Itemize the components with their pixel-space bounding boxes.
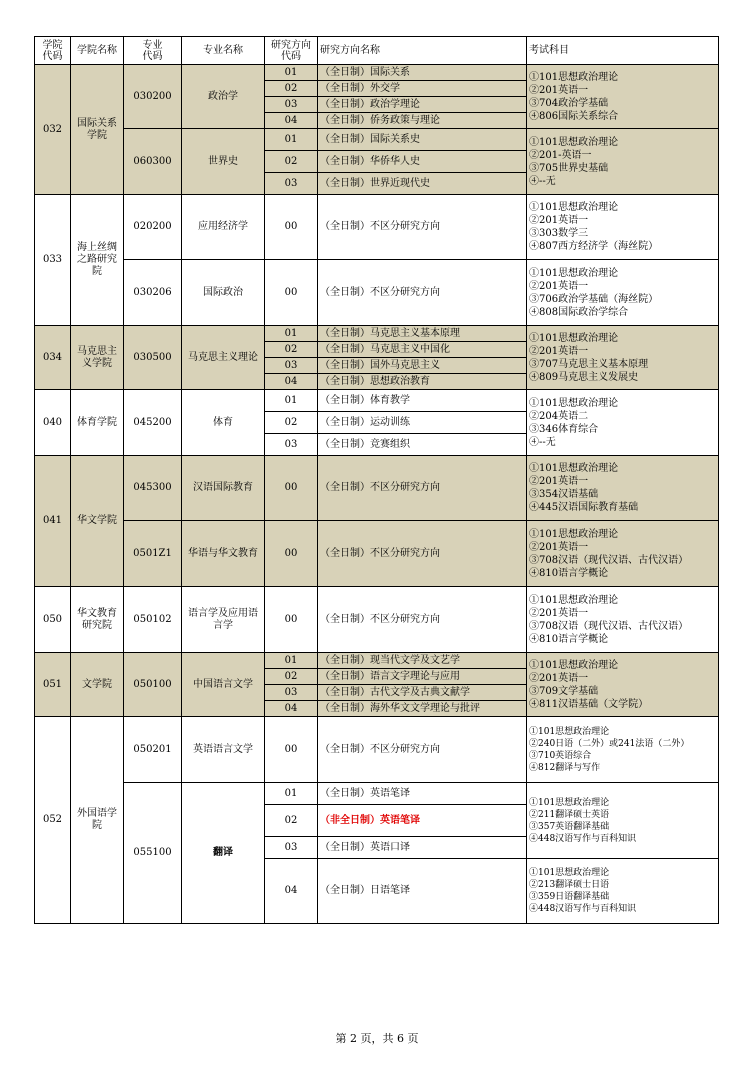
major-name: 汉语国际教育 bbox=[182, 456, 265, 521]
direction-name: （全日制）不区分研究方向 bbox=[318, 587, 527, 653]
major-name: 中国语言文学 bbox=[182, 653, 265, 717]
direction-name: （全日制）国际关系史 bbox=[318, 129, 527, 151]
exam-subjects: ①101思想政治理论 ②201英语一 ③708汉语（现代汉语、古代汉语） ④810语言学概论 bbox=[527, 587, 719, 653]
table-row bbox=[35, 717, 719, 783]
college-name: 海上丝绸 之路研究 院 bbox=[71, 195, 124, 326]
exam-subjects: ①101思想政治理论 ②201英语一 ③709文学基础 ④811汉语基础（文学院） bbox=[527, 653, 719, 717]
major-code: 030206 bbox=[124, 260, 182, 326]
college-code: 052 bbox=[35, 717, 71, 924]
direction-name: （全日制）不区分研究方向 bbox=[318, 521, 527, 587]
college-code: 032 bbox=[35, 65, 71, 195]
college-name: 华文学院 bbox=[71, 456, 124, 587]
direction-code: 01 bbox=[265, 65, 318, 81]
direction-code: 00 bbox=[265, 717, 318, 783]
header-exam-subjects: 考试科目 bbox=[527, 37, 719, 65]
direction-name: （全日制）不区分研究方向 bbox=[318, 195, 527, 260]
college-code: 034 bbox=[35, 326, 71, 390]
table-row bbox=[35, 456, 719, 521]
college-code: 050 bbox=[35, 587, 71, 653]
major-name: 体育 bbox=[182, 390, 265, 456]
direction-name: （全日制）马克思主义基本原理 bbox=[318, 326, 527, 342]
college-code: 033 bbox=[35, 195, 71, 326]
direction-code: 03 bbox=[265, 97, 318, 113]
college-name: 马克思主 义学院 bbox=[71, 326, 124, 390]
direction-name: （全日制）海外华文文学理论与批评 bbox=[318, 701, 527, 717]
table-row bbox=[35, 260, 719, 326]
header-major-name: 专业名称 bbox=[182, 37, 265, 65]
direction-name: （全日制）华侨华人史 bbox=[318, 151, 527, 173]
direction-name-part-time: （非全日制）英语笔译 bbox=[318, 805, 527, 837]
direction-code: 01 bbox=[265, 390, 318, 412]
direction-code: 01 bbox=[265, 653, 318, 669]
direction-name: （全日制）政治学理论 bbox=[318, 97, 527, 113]
exam-subjects: ①101思想政治理论 ②201英语一 ③303数学三 ④807西方经济学（海丝院） bbox=[527, 195, 719, 260]
table-row bbox=[35, 587, 719, 653]
major-name: 翻译 bbox=[182, 783, 265, 924]
direction-code: 02 bbox=[265, 669, 318, 685]
college-code: 051 bbox=[35, 653, 71, 717]
college-name: 华文教育 研究院 bbox=[71, 587, 124, 653]
table-row bbox=[35, 129, 719, 151]
direction-name: （全日制）运动训练 bbox=[318, 412, 527, 434]
table-row bbox=[35, 390, 719, 412]
header-direction-name: 研究方向名称 bbox=[318, 37, 527, 65]
direction-code: 02 bbox=[265, 151, 318, 173]
major-code: 050102 bbox=[124, 587, 182, 653]
direction-code: 04 bbox=[265, 113, 318, 129]
direction-code: 04 bbox=[265, 701, 318, 717]
college-name: 外国语学 院 bbox=[71, 717, 124, 924]
college-name: 体育学院 bbox=[71, 390, 124, 456]
exam-subjects: ①101思想政治理论 ②201-英语一 ③705世界史基础 ④--无 bbox=[527, 129, 719, 195]
table-row bbox=[35, 195, 719, 260]
direction-code: 01 bbox=[265, 326, 318, 342]
direction-code: 02 bbox=[265, 805, 318, 837]
direction-code: 01 bbox=[265, 129, 318, 151]
major-name: 世界史 bbox=[182, 129, 265, 195]
direction-name: （全日制）外交学 bbox=[318, 81, 527, 97]
direction-name: （全日制）英语笔译 bbox=[318, 783, 527, 805]
college-name: 国际关系 学院 bbox=[71, 65, 124, 195]
table-row bbox=[35, 783, 719, 805]
major-code: 020200 bbox=[124, 195, 182, 260]
college-code: 041 bbox=[35, 456, 71, 587]
major-code: 055100 bbox=[124, 783, 182, 924]
exam-subjects: ①101思想政治理论 ②213翻译硕士日语 ③359日语翻译基础 ④448汉语写作与百科知识 bbox=[527, 859, 719, 924]
direction-code: 00 bbox=[265, 587, 318, 653]
header-major-code: 专业 代码 bbox=[124, 37, 182, 65]
direction-name: （全日制）侨务政策与理论 bbox=[318, 113, 527, 129]
direction-code: 03 bbox=[265, 434, 318, 456]
direction-name: （全日制）国外马克思主义 bbox=[318, 358, 527, 374]
table-row bbox=[35, 65, 719, 81]
direction-name: （全日制）古代文学及古典文献学 bbox=[318, 685, 527, 701]
major-code: 030500 bbox=[124, 326, 182, 390]
header-college-name: 学院名称 bbox=[71, 37, 124, 65]
exam-subjects: ①101思想政治理论 ②201英语一 ③706政治学基础（海丝院） ④808国际政治学综合 bbox=[527, 260, 719, 326]
exam-subjects: ①101思想政治理论 ②201英语一 ③707马克思主义基本原理 ④809马克思主义发展史 bbox=[527, 326, 719, 390]
direction-name: （全日制）英语口译 bbox=[318, 837, 527, 859]
direction-code: 00 bbox=[265, 260, 318, 326]
direction-name: （全日制）日语笔译 bbox=[318, 859, 527, 924]
exam-subjects: ①101思想政治理论 ②201英语一 ③708汉语（现代汉语、古代汉语） ④810语言学概论 bbox=[527, 521, 719, 587]
direction-code: 02 bbox=[265, 342, 318, 358]
table-row bbox=[35, 326, 719, 342]
direction-code: 02 bbox=[265, 81, 318, 97]
major-code: 050100 bbox=[124, 653, 182, 717]
major-code: 060300 bbox=[124, 129, 182, 195]
major-name: 应用经济学 bbox=[182, 195, 265, 260]
direction-name: （全日制）马克思主义中国化 bbox=[318, 342, 527, 358]
direction-name: （全日制）竞赛组织 bbox=[318, 434, 527, 456]
college-code: 040 bbox=[35, 390, 71, 456]
direction-code: 00 bbox=[265, 195, 318, 260]
exam-subjects: ①101思想政治理论 ②240日语（二外）或241法语（二外） ③710英语综合 ④812翻译与写作 bbox=[527, 717, 719, 783]
college-name: 文学院 bbox=[71, 653, 124, 717]
major-name: 华语与华文教育 bbox=[182, 521, 265, 587]
direction-name: （全日制）语言文字理论与应用 bbox=[318, 669, 527, 685]
direction-name: （全日制）不区分研究方向 bbox=[318, 260, 527, 326]
direction-name: （全日制）世界近现代史 bbox=[318, 173, 527, 195]
major-code: 050201 bbox=[124, 717, 182, 783]
table-row bbox=[35, 653, 719, 669]
header-row bbox=[35, 37, 719, 65]
direction-code: 01 bbox=[265, 783, 318, 805]
major-name: 语言学及应用语 言学 bbox=[182, 587, 265, 653]
exam-subjects: ①101思想政治理论 ②201英语一 ③354汉语基础 ④445汉语国际教育基础 bbox=[527, 456, 719, 521]
direction-name: （全日制）现当代文学及文艺学 bbox=[318, 653, 527, 669]
major-name: 英语语言文学 bbox=[182, 717, 265, 783]
exam-subjects: ①101思想政治理论 ②204英语二 ③346体育综合 ④--无 bbox=[527, 390, 719, 456]
direction-code: 04 bbox=[265, 374, 318, 390]
direction-code: 03 bbox=[265, 685, 318, 701]
major-code: 030200 bbox=[124, 65, 182, 129]
major-code: 0501Z1 bbox=[124, 521, 182, 587]
direction-name: （全日制）体育教学 bbox=[318, 390, 527, 412]
direction-code: 03 bbox=[265, 837, 318, 859]
direction-code: 04 bbox=[265, 859, 318, 924]
exam-subjects: ①101思想政治理论 ②211翻译硕士英语 ③357英语翻译基础 ④448汉语写作与百科知识 bbox=[527, 783, 719, 859]
major-name: 国际政治 bbox=[182, 260, 265, 326]
table-row bbox=[35, 521, 719, 587]
exam-subjects: ①101思想政治理论 ②201英语一 ③704政治学基础 ④806国际关系综合 bbox=[527, 65, 719, 129]
major-code: 045300 bbox=[124, 456, 182, 521]
direction-name: （全日制）思想政治教育 bbox=[318, 374, 527, 390]
direction-name: （全日制）国际关系 bbox=[318, 65, 527, 81]
direction-name: （全日制）不区分研究方向 bbox=[318, 717, 527, 783]
direction-code: 02 bbox=[265, 412, 318, 434]
header-direction-code: 研究方向 代码 bbox=[265, 37, 318, 65]
direction-code: 03 bbox=[265, 173, 318, 195]
direction-code: 03 bbox=[265, 358, 318, 374]
page-footer: 第 2 页，共 6 页 bbox=[335, 1032, 419, 1045]
enrollment-table bbox=[34, 36, 719, 924]
major-name: 政治学 bbox=[182, 65, 265, 129]
direction-code: 00 bbox=[265, 521, 318, 587]
direction-code: 00 bbox=[265, 456, 318, 521]
major-name: 马克思主义理论 bbox=[182, 326, 265, 390]
header-college-code: 学院 代码 bbox=[35, 37, 71, 65]
direction-name: （全日制）不区分研究方向 bbox=[318, 456, 527, 521]
major-code: 045200 bbox=[124, 390, 182, 456]
